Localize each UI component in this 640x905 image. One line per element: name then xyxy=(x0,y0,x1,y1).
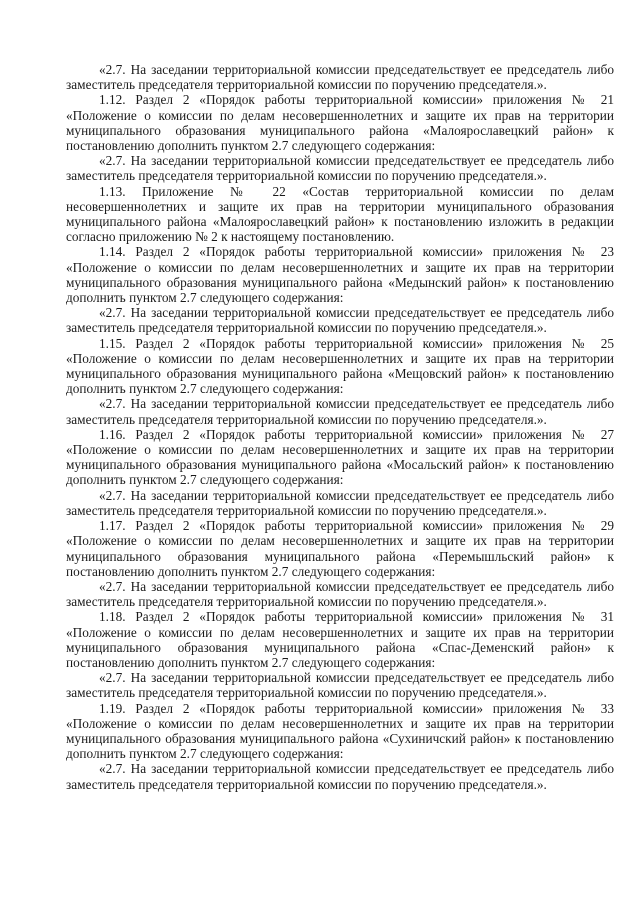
paragraph: «2.7. На заседании территориальной комиссии председательствует ее председатель либо заместитель председателя территориальной комиссии по поручению председателя.». xyxy=(66,487,614,518)
document-page xyxy=(66,62,614,792)
paragraph: «2.7. На заседании территориальной комиссии председательствует ее председатель либо заместитель председателя территориальной комиссии по поручению председателя.». xyxy=(66,578,614,610)
paragraph: 1.14. Раздел 2 «Порядок работы территориальной комиссии» приложения № 23 «Положение о комиссии по делам несовершеннолетних и защите их прав на территории муниципального образования муниципального района «Медынский район» к постановлению дополнить пунктом 2.7 следующего содержания: xyxy=(66,244,614,306)
paragraph: 1.18. Раздел 2 «Порядок работы территориальной комиссии» приложения № 31 «Положение о комиссии по делам несовершеннолетних и защите их прав на территории муниципального образования муниципального района «Спас-Деменский район» к постановлению дополнить пунктом 2.7 следующего содержания: xyxy=(66,609,614,670)
paragraph: «2.7. На заседании территориальной комиссии председательствует ее председатель либо заместитель председателя территориальной комиссии по поручению председателя.». xyxy=(66,396,614,427)
paragraph: 1.15. Раздел 2 «Порядок работы территориальной комиссии» приложения № 25 «Положение о комиссии по делам несовершеннолетних и защите их прав на территории муниципального образования муниципального района «Мещовский район» к постановлению дополнить пунктом 2.7 следующего содержания: xyxy=(66,335,614,397)
paragraph: 1.12. Раздел 2 «Порядок работы территориальной комиссии» приложения № 21 «Положение о комиссии по делам несовершеннолетних и защите их прав на территории муниципального образования муниципального района «Малоярославецкий район» к постановлению дополнить пунктом 2.7 следующего содержания: xyxy=(66,92,614,154)
paragraph: «2.7. На заседании территориальной комиссии председательствует ее председатель либо заместитель председателя территориальной комиссии по поручению председателя.». xyxy=(66,62,614,93)
paragraph: 1.17. Раздел 2 «Порядок работы территориальной комиссии» приложения № 29 «Положение о комиссии по делам несовершеннолетних и защите их прав на территории муниципального образования муниципального района «Перемышльский район» к постановлению дополнить пунктом 2.7 следующего содержания: xyxy=(66,518,614,579)
paragraph: 1.16. Раздел 2 «Порядок работы территориальной комиссии» приложения № 27 «Положение о комиссии по делам несовершеннолетних и защите их прав на территории муниципального образования муниципального района «Мосальский район» к постановлению дополнить пунктом 2.7 следующего содержания: xyxy=(66,426,614,488)
paragraph: 1.19. Раздел 2 «Порядок работы территориальной комиссии» приложения № 33 «Положение о комиссии по делам несовершеннолетних и защите их прав на территории муниципального образования муниципального района «Сухиничский район» к постановлению дополнить пунктом 2.7 следующего содержания: xyxy=(66,700,614,762)
paragraph: «2.7. На заседании территориальной комиссии председательствует ее председатель либо заместитель председателя территориальной комиссии по поручению председателя.». xyxy=(66,153,614,184)
paragraph: «2.7. На заседании территориальной комиссии председательствует ее председатель либо заместитель председателя территориальной комиссии по поручению председателя.». xyxy=(66,670,614,701)
paragraph: 1.13. Приложение № 22 «Состав территориальной комиссии по делам несовершеннолетних и защите их прав на территории муниципального образования муниципального района «Малоярославецкий район» к постановлению изложить в редакции согласно приложению № 2 к настоящему постановлению. xyxy=(66,183,614,245)
paragraph: «2.7. На заседании территориальной комиссии председательствует ее председатель либо заместитель председателя территориальной комиссии по поручению председателя.». xyxy=(66,761,614,792)
paragraph: «2.7. На заседании территориальной комиссии председательствует ее председатель либо заместитель председателя территориальной комиссии по поручению председателя.». xyxy=(66,305,614,336)
